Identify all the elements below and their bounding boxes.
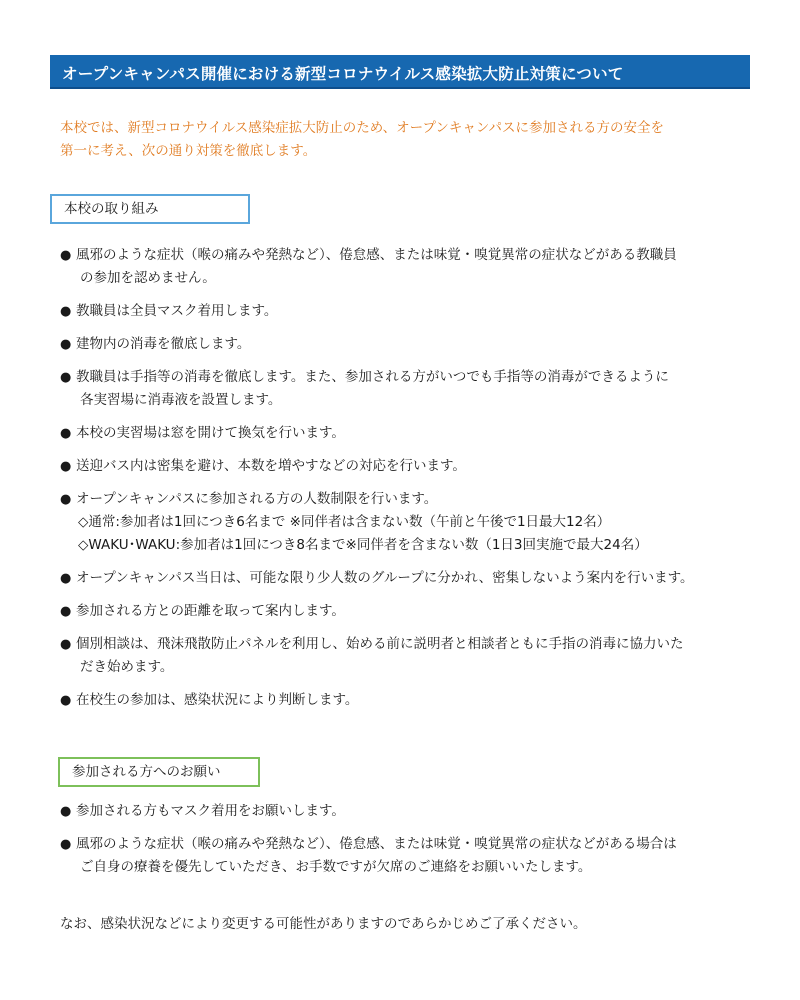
list-item: ● 建物内の消毒を徹底します。 — [60, 333, 775, 356]
intro-line-2: 第一に考え、次の通り対策を徹底します。 — [60, 143, 317, 159]
list-item: ● 風邪のような症状（喉の痛みや発熱など）、倦怠感、または味覚・嗅覚異常の症状などがある場合は ご自身の療養を優先していただき、お手数ですが欠席のご連絡をお願いいたします。 — [60, 833, 775, 879]
bullet-icon: ● — [60, 604, 72, 619]
bullet-icon: ● — [60, 837, 72, 852]
bullet-icon: ● — [60, 426, 72, 441]
bullet-icon: ● — [60, 693, 72, 708]
list-item: ● 教職員は手指等の消毒を徹底します。また、参加される方がいつでも手指等の消毒ができるように 各実習場に消毒液を設置します。 — [60, 366, 775, 412]
intro-text — [60, 117, 760, 163]
section-heading-requests: 参加される方へのお願い — [58, 757, 260, 787]
page-title: オープンキャンパス開催における新型コロナウイルス感染拡大防止対策について — [62, 65, 624, 83]
list-item: ● 教職員は全員マスク着用します。 — [60, 300, 775, 323]
list-item: ● 在校生の参加は、感染状況により判断します。 — [60, 689, 775, 712]
bullet-icon: ● — [60, 492, 72, 507]
bullet-icon: ● — [60, 804, 72, 819]
bullet-icon: ● — [60, 459, 72, 474]
title-banner — [50, 55, 750, 89]
requests-list — [60, 800, 775, 889]
bullet-icon: ● — [60, 304, 72, 319]
sub-item-regular: ◇通常:参加者は1回につき6名まで ※同伴者は含まない数（午前と午後で1日最大12名） — [78, 514, 611, 530]
list-item: ● 本校の実習場は窓を開けて換気を行います。 — [60, 422, 775, 445]
intro-line-1: 本校では、新型コロナウイルス感染症拡大防止のため、オープンキャンパスに参加される方の安全を — [60, 120, 664, 136]
list-item: ● オープンキャンパスに参加される方の人数制限を行います。 ◇通常:参加者は1回につき6名まで ※同伴者は含まない数（午前と午後で1日最大12名） ◇WAKU･WAKU:参加者は1回につき8名まで※同伴者を含まない数（1日3回実施で最大24名） — [60, 488, 775, 557]
list-item: ● 送迎バス内は密集を避け、本数を増やすなどの対応を行います。 — [60, 455, 775, 478]
list-item: ● オープンキャンパス当日は、可能な限り少人数のグループに分かれ、密集しないよう案内を行います。 — [60, 567, 775, 590]
list-item: ● 個別相談は、飛沫飛散防止パネルを利用し、始める前に説明者と相談者ともに手指の消毒に協力いた だき始めます。 — [60, 633, 775, 679]
school-measures-list — [60, 244, 775, 722]
bullet-icon: ● — [60, 571, 72, 586]
bullet-icon: ● — [60, 337, 72, 352]
bullet-icon: ● — [60, 637, 72, 652]
section-heading-school-measures: 本校の取り組み — [50, 194, 250, 224]
list-item: ● 風邪のような症状（喉の痛みや発熱など）、倦怠感、または味覚・嗅覚異常の症状などがある教職員 の参加を認めません。 — [60, 244, 775, 290]
bullet-icon: ● — [60, 370, 72, 385]
list-item: ● 参加される方との距離を取って案内します。 — [60, 600, 775, 623]
footer-note: なお、感染状況などにより変更する可能性がありますのであらかじめご了承ください。 — [60, 916, 587, 932]
bullet-icon: ● — [60, 248, 72, 263]
list-item: ● 参加される方もマスク着用をお願いします。 — [60, 800, 775, 823]
sub-item-waku-waku: ◇WAKU･WAKU:参加者は1回につき8名まで※同伴者を含まない数（1日3回実施で最大24名） — [78, 537, 648, 553]
